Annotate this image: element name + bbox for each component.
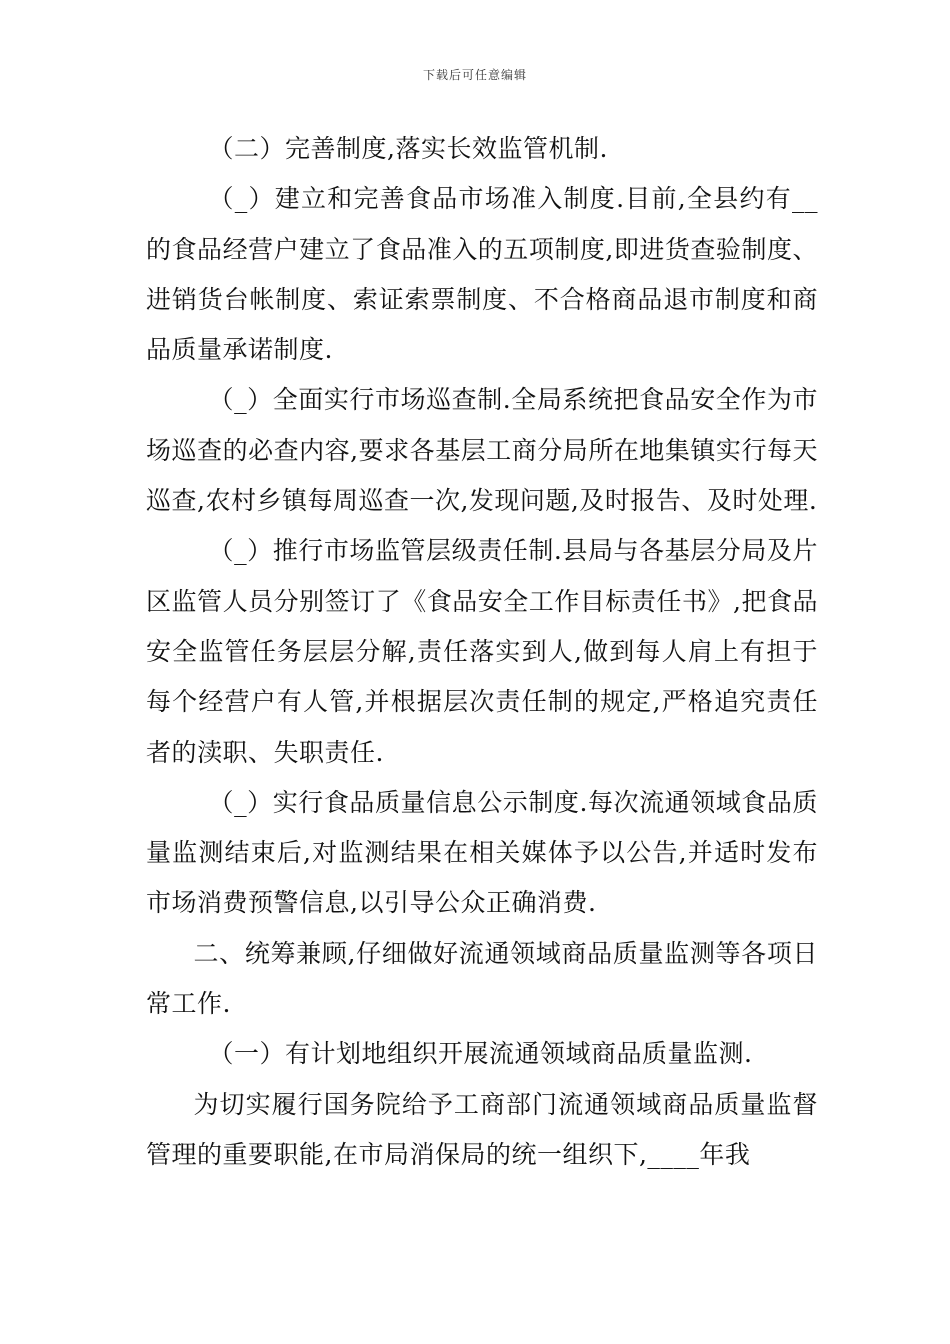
paragraph-state-council: 为切实履行国务院给予工商部门流通领域商品质量监督管理的重要职能,在市局消保局的统一组织下,____年我 [146,1089,818,1169]
paragraph-market-access: （_）建立和完善食品市场准入制度.目前,全县约有__的食品经营户建立了食品准入的五项制度,即进货查验制度、进销货台帐制度、索证索票制度、不合格商品退市制度和商品质量承诺制度. [146,184,818,365]
header-note: 下载后可任意编辑 [422,68,527,82]
paragraph-quality-monitoring: （一）有计划地组织开展流通领域商品质量监测. [208,1039,753,1069]
paragraph-section-heading: （二）完善制度,落实长效监管机制. [208,134,608,163]
paragraph-info-disclosure: （_）实行食品质量信息公示制度.每次流通领域食品质量监测结束后,对监测结果在相关媒体予以公告,并适时发布市场消费预警信息,以引导公众正确消费. [146,787,818,918]
paragraph-responsibility: （_）推行市场监管层级责任制.县局与各基层分局及片区监管人员分别签订了《食品安全工作目标责任书》,把食品安全监管任务层层分解,责任落实到人,做到每人肩上有担于每个经营户有人管,并根据层次责任制的规定,严格追究责任者的渎职、失职责任. [146,536,818,767]
paragraph-chapter-two: 二、统筹兼顾,仔细做好流通领域商品质量监测等各项日常工作. [146,938,818,1019]
document-body [146,124,818,1180]
paragraph-market-patrol: （_）全面实行市场巡查制.全局系统把食品安全作为市场巡查的必查内容,要求各基层工商分局所在地集镇实行每天巡查,农村乡镇每周巡查一次,发现问题,及时报告、及时处理. [146,385,818,516]
